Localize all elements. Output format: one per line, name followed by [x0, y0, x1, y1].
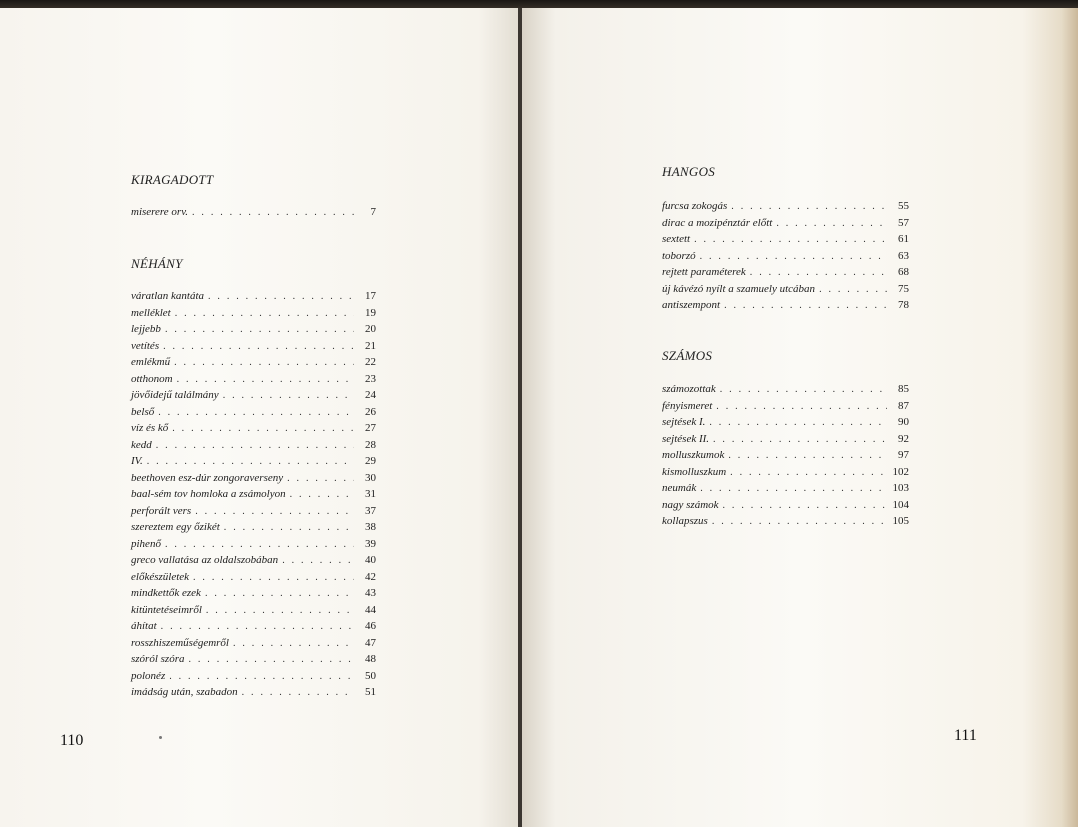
toc-entry	[131, 373, 376, 390]
dot-leader	[750, 267, 887, 278]
toc-entry-title: perforált vers	[131, 504, 192, 517]
toc-entry-page-number: 51	[365, 686, 376, 698]
toc-entry-page-number: 30	[365, 471, 376, 484]
toc-entry-page-number: 22	[365, 356, 376, 368]
dot-leader	[189, 654, 355, 665]
toc-entry-title: szóról szóra	[131, 653, 185, 665]
toc-entry-title: otthonom	[131, 372, 173, 385]
toc-entry-page-number: 17	[365, 290, 376, 302]
toc-entry-page-number: 97	[898, 449, 909, 461]
toc-entry	[131, 686, 376, 703]
toc-entry-title: neumák	[662, 482, 697, 494]
dot-leader	[195, 506, 354, 517]
toc-entry	[131, 637, 376, 654]
left-page	[0, 8, 520, 827]
toc-entry-page-number: 23	[365, 372, 376, 385]
toc-entry-title: kollapszus	[662, 515, 708, 527]
toc-entry-page-number: 63	[898, 249, 909, 262]
toc-entry	[662, 200, 909, 217]
dot-leader	[177, 374, 354, 385]
toc-entry-title: pihenő	[131, 537, 161, 550]
toc-entry	[662, 400, 909, 417]
toc-entry	[131, 472, 376, 489]
toc-entry-title: greco vallatása az oldalszobában	[131, 554, 279, 566]
toc-entry-page-number: 75	[898, 282, 909, 295]
toc-entry-title: számozottak	[662, 383, 716, 395]
dot-leader	[776, 218, 887, 229]
dot-leader	[223, 390, 354, 401]
dot-leader	[172, 423, 354, 434]
dot-leader	[290, 489, 354, 500]
dot-leader	[712, 516, 887, 527]
dot-leader	[193, 572, 354, 583]
dot-leader	[205, 588, 354, 599]
page-number-left: 110	[60, 732, 84, 749]
toc-entry-title: előkészületek	[131, 570, 190, 583]
toc-entry-page-number: 44	[365, 603, 376, 616]
toc-entry-title: emlékmű	[131, 356, 171, 368]
toc-entry	[662, 266, 909, 283]
dot-leader	[242, 687, 354, 698]
toc-entry	[662, 433, 909, 450]
toc-entry-title: imádság után, szabadon	[131, 686, 238, 698]
dot-leader	[224, 522, 354, 533]
toc-entry-title: sejtések II.	[662, 432, 710, 445]
toc-entry-title: vetítés	[131, 339, 160, 352]
toc-entry-title: dirac a mozipénztár előtt	[662, 216, 773, 229]
right-page	[522, 8, 1078, 827]
toc-entry	[662, 383, 909, 400]
toc-entry-page-number: 46	[365, 620, 376, 632]
toc-entry-title: miserere orv.	[131, 206, 189, 218]
toc-entry-title: rosszhiszeműségemről	[131, 636, 229, 649]
toc-entry	[662, 515, 909, 532]
dot-leader	[700, 251, 887, 262]
section-title-szamos: SZÁMOS	[662, 348, 713, 363]
section-title-nehany: NÉHÁNY	[131, 256, 183, 271]
toc-entry	[662, 283, 909, 300]
toc-entry-page-number: 68	[898, 266, 909, 278]
toc-entry-page-number: 26	[365, 405, 376, 418]
dot-leader	[282, 555, 354, 566]
toc-entry-page-number: 7	[370, 206, 376, 218]
dot-leader	[165, 539, 354, 550]
toc-entry-page-number: 92	[898, 432, 909, 445]
toc-entry-page-number: 78	[898, 299, 909, 311]
dot-leader	[147, 456, 354, 467]
toc-entry	[131, 571, 376, 588]
toc-entry-page-number: 103	[892, 482, 909, 494]
toc-entry-page-number: 50	[365, 669, 376, 682]
toc-entry-title: rejtett paraméterek	[662, 266, 746, 278]
toc-entry-page-number: 102	[892, 465, 909, 478]
dot-leader	[163, 341, 354, 352]
dot-leader	[233, 638, 354, 649]
toc-entry	[662, 416, 909, 433]
toc-entry	[131, 505, 376, 522]
toc-entry-title: új kávézó nyílt a szamuely utcában	[662, 282, 816, 295]
dot-leader	[724, 300, 887, 311]
toc-list-nehany	[131, 290, 376, 703]
toc-entry	[131, 670, 376, 687]
toc-entry-page-number: 38	[365, 521, 376, 533]
dot-leader	[709, 417, 887, 428]
dot-leader	[716, 401, 887, 412]
toc-list-szamos	[662, 383, 909, 532]
toc-entry-title: polonéz	[131, 669, 166, 682]
toc-entry-title: kedd	[131, 438, 152, 451]
toc-entry-page-number: 40	[365, 554, 376, 566]
dot-leader	[175, 308, 354, 319]
dot-leader	[700, 483, 887, 494]
toc-entry-title: mindkettők ezek	[131, 587, 201, 599]
toc-entry-page-number: 43	[365, 587, 376, 599]
toc-entry-page-number: 105	[892, 515, 909, 527]
toc-entry	[131, 340, 376, 357]
toc-entry	[131, 620, 376, 637]
toc-entry-page-number: 27	[365, 422, 376, 434]
toc-entry	[662, 217, 909, 234]
toc-list-hangos	[662, 200, 909, 316]
toc-entry	[662, 499, 909, 516]
toc-entry	[131, 307, 376, 324]
toc-entry-title: váratlan kantáta	[131, 290, 205, 302]
toc-entry-title: beethoven esz-dúr zongoraverseny	[131, 471, 284, 484]
dot-leader	[192, 207, 354, 218]
dot-leader	[728, 450, 887, 461]
toc-entry	[131, 521, 376, 538]
toc-entry	[131, 439, 376, 456]
toc-entry-title: furcsa zokogás	[662, 200, 728, 212]
toc-entry-page-number: 37	[365, 504, 376, 517]
toc-entry-title: molluszkumok	[662, 449, 725, 461]
toc-entry-title: sextett	[662, 233, 691, 245]
toc-entry-page-number: 20	[365, 323, 376, 335]
toc-entry-title: toborzó	[662, 249, 696, 262]
toc-entry-page-number: 104	[892, 498, 909, 511]
dot-leader	[694, 234, 887, 245]
toc-entry-title: melléklet	[131, 306, 171, 319]
toc-entry-title: nagy számok	[662, 498, 719, 511]
dot-leader	[174, 357, 354, 368]
paper-speck	[159, 736, 162, 739]
toc-entry-title: szereztem egy őzikét	[131, 521, 220, 533]
dot-leader	[819, 284, 887, 295]
toc-entry-title: víz és kő	[131, 422, 169, 434]
toc-entry	[131, 206, 376, 223]
toc-entry	[662, 250, 909, 267]
toc-entry-page-number: 28	[365, 438, 376, 451]
toc-entry-title: fényismeret	[662, 399, 713, 412]
toc-entry	[131, 455, 376, 472]
toc-entry-page-number: 87	[898, 399, 909, 412]
toc-entry	[131, 290, 376, 307]
dot-leader	[720, 384, 887, 395]
toc-entry-page-number: 24	[365, 389, 376, 401]
toc-entry	[131, 422, 376, 439]
toc-entry-page-number: 31	[365, 488, 376, 500]
section-title-kiragadott: KIRAGADOTT	[131, 172, 214, 187]
toc-entry-page-number: 39	[365, 537, 376, 550]
dot-leader	[730, 467, 887, 478]
toc-entry	[662, 482, 909, 499]
toc-entry	[131, 356, 376, 373]
dot-leader	[287, 473, 354, 484]
toc-entry	[662, 233, 909, 250]
dot-leader	[161, 621, 354, 632]
toc-entry-title: lejjebb	[131, 323, 161, 335]
toc-entry	[131, 538, 376, 555]
toc-entry	[662, 449, 909, 466]
dot-leader	[208, 291, 354, 302]
toc-entry	[131, 587, 376, 604]
page-number-right: 111	[954, 727, 977, 744]
toc-entry-page-number: 90	[898, 416, 909, 428]
dot-leader	[206, 605, 354, 616]
toc-entry	[131, 488, 376, 505]
section-title-hangos: HANGOS	[662, 164, 716, 179]
dot-leader	[165, 324, 354, 335]
toc-entry	[131, 323, 376, 340]
toc-entry	[131, 389, 376, 406]
dot-leader	[158, 407, 354, 418]
toc-entry-title: kitüntetéseimről	[131, 603, 202, 616]
toc-entry	[131, 554, 376, 571]
toc-entry-title: IV.	[131, 455, 143, 467]
toc-entry-page-number: 61	[898, 233, 909, 245]
dot-leader	[156, 440, 354, 451]
toc-entry-title: áhítat	[131, 620, 157, 632]
toc-entry-title: kismolluszkum	[662, 465, 727, 478]
toc-list-kiragadott	[131, 206, 376, 223]
toc-entry	[131, 604, 376, 621]
dot-leader	[731, 201, 887, 212]
toc-entry-page-number: 85	[898, 383, 909, 395]
toc-entry	[662, 466, 909, 483]
toc-entry-title: belső	[131, 405, 155, 418]
toc-entry-page-number: 42	[365, 570, 376, 583]
toc-entry-page-number: 29	[365, 455, 376, 467]
toc-entry-title: antiszempont	[662, 299, 721, 311]
toc-entry	[662, 299, 909, 316]
toc-entry-page-number: 21	[365, 339, 376, 352]
toc-entry	[131, 653, 376, 670]
dot-leader	[169, 671, 354, 682]
toc-entry-page-number: 55	[898, 200, 909, 212]
toc-entry-title: sejtések I.	[662, 416, 706, 428]
toc-entry-title: baal-sém tov homloka a zsámolyon	[131, 488, 286, 500]
toc-entry	[131, 406, 376, 423]
toc-entry-page-number: 19	[365, 306, 376, 319]
toc-entry-title: jövőidejű találmány	[131, 389, 219, 401]
toc-entry-page-number: 47	[365, 636, 376, 649]
toc-entry-page-number: 57	[898, 216, 909, 229]
dot-leader	[713, 434, 887, 445]
dot-leader	[723, 500, 887, 511]
toc-entry-page-number: 48	[365, 653, 376, 665]
